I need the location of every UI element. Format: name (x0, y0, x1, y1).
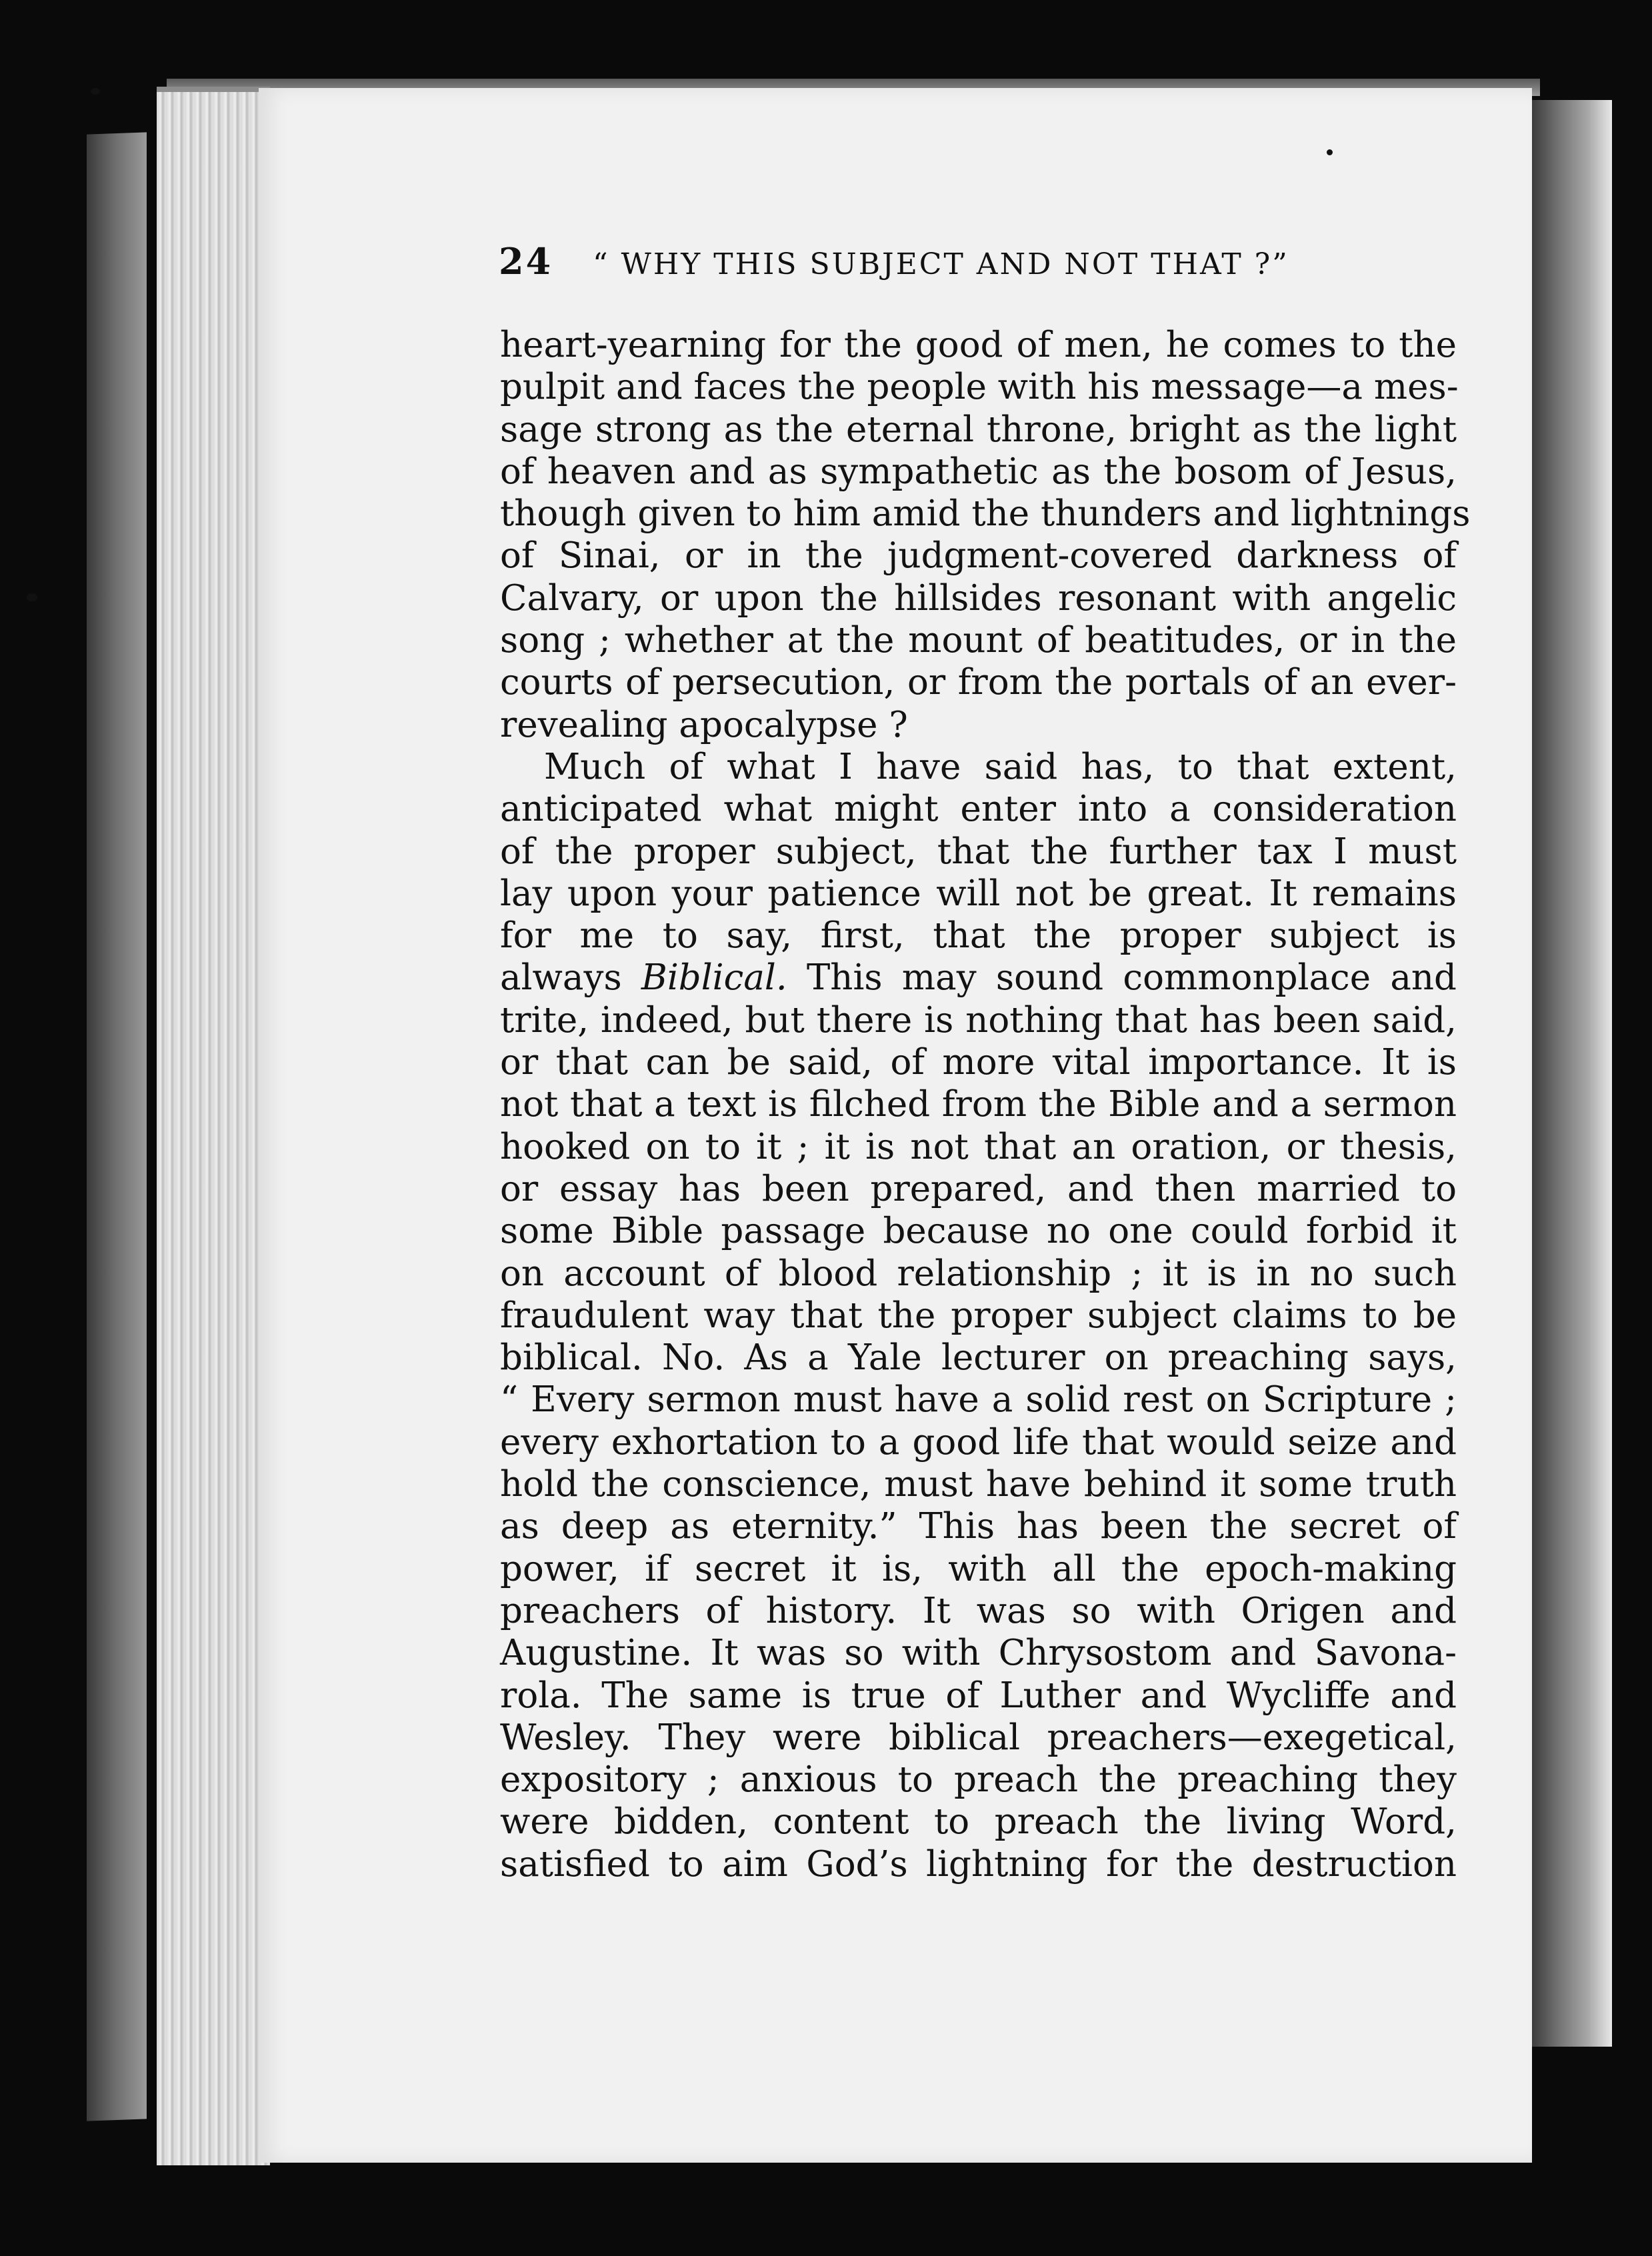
text-line: of heaven and as sympathetic as the bosom of Jesus, (500, 451, 1457, 492)
text-line: courts of persecution, or from the portals of an ever- (500, 662, 1457, 703)
text-line: expository ; anxious to preach the preaching they (500, 1759, 1457, 1801)
text-line: Wesley. They were biblical preachers—exegetical, (500, 1717, 1457, 1758)
text-line: always Biblical. This may sound commonplace and (500, 957, 1457, 999)
text-line: every exhortation to a good life that would seize and (500, 1421, 1457, 1463)
text-line: Calvary, or upon the hillsides resonant with angelic (500, 577, 1457, 619)
text-line: revealing apocalypse ? (500, 704, 908, 745)
text-line: biblical. No. As a Yale lecturer on preaching says, (500, 1337, 1457, 1379)
scan-speck (91, 88, 100, 95)
text-line: for me to say, first, that the proper subject is (500, 915, 1457, 957)
text-line: “ Every sermon must have a solid rest on Scripture ; (500, 1379, 1457, 1421)
facing-page-edge (1532, 100, 1612, 2047)
text-line: pulpit and faces the people with his message—a mes- (500, 367, 1459, 408)
text-line: some Bible passage because no one could forbid it (500, 1211, 1457, 1252)
text-line: trite, indeed, but there is nothing that has been said, (500, 999, 1457, 1041)
text-line: sage strong as the eternal throne, bright as the light (500, 409, 1457, 450)
text-line: fraudulent way that the proper subject claims to be (500, 1295, 1457, 1336)
page-number: 24 (499, 240, 553, 283)
text-line: anticipated what might enter into a consideration (500, 789, 1457, 830)
page-stack-edges (157, 87, 270, 2165)
body-text (500, 324, 1471, 1885)
text-line: were bidden, content to preach the living Word, (500, 1801, 1457, 1843)
text-line: Much of what I have said has, to that extent, (544, 746, 1457, 787)
text-line: rola. The same is true of Luther and Wycliffe and (500, 1675, 1457, 1716)
text-line: Augustine. It was so with Chrysostom and Savona- (500, 1633, 1457, 1674)
text-line: song ; whether at the mount of beatitudes, or in the (500, 620, 1457, 661)
text-line: hooked on to it ; it is not that an oration, or thesis, (500, 1126, 1457, 1167)
text-line: or essay has been prepared, and then married to (500, 1168, 1457, 1209)
scan-speck (1327, 149, 1333, 155)
text-line: power, if secret it is, with all the epoch-making (500, 1548, 1457, 1589)
text-line: of the proper subject, that the further tax I must (500, 831, 1457, 872)
text-line: though given to him amid the thunders and lightnings (500, 493, 1471, 535)
text-line: or that can be said, of more vital importance. It is (500, 1042, 1457, 1083)
text-line: preachers of history. It was so with Origen and (500, 1590, 1457, 1631)
running-title: “ WHY THIS SUBJECT AND NOT THAT ?” (593, 247, 1289, 281)
text-line: satisfied to aim God’s lightning for the destruction (500, 1843, 1457, 1885)
text-line: as deep as eternity.” This has been the secret of (500, 1506, 1457, 1547)
text-line: not that a text is filched from the Bible and a sermon (500, 1084, 1457, 1125)
text-line: hold the conscience, must have behind it some truth (500, 1464, 1457, 1505)
text-line: lay upon your patience will not be great. It remains (500, 873, 1457, 914)
book-binding-shadow (87, 132, 147, 2121)
running-head (499, 240, 1465, 293)
text-line: of Sinai, or in the judgment-covered darkness of (500, 535, 1457, 577)
text-line: on account of blood relationship ; it is in no such (500, 1253, 1457, 1294)
text-line: heart-yearning for the good of men, he comes to the (500, 325, 1457, 365)
italic-emphasis: Biblical. (641, 957, 787, 999)
scan-speck (27, 593, 37, 601)
